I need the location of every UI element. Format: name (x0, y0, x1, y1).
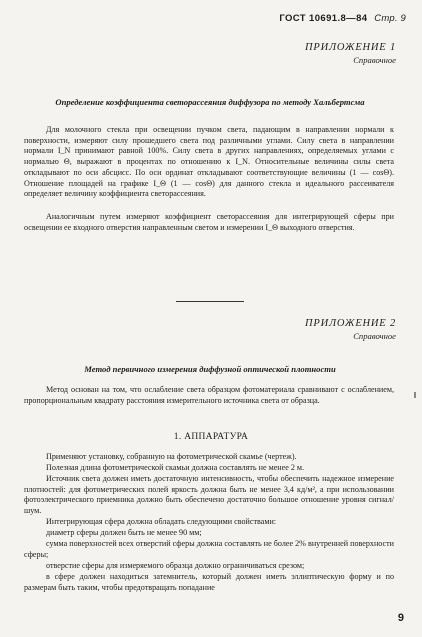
section-2-paragraph-8: в сфере должен находиться затемнитель, который должен иметь эллиптическую форму и по размерам быть таким, чтобы предотвращать попадание (24, 572, 394, 592)
section-2-paragraph-6: сумма поверхностей всех отверстий сферы должна составлять не более 2% внутренней поверхности сферы; (24, 539, 394, 559)
section-2-paragraph-2: Полезная длина фотометрической скамьи должна составлять не менее 2 м. (46, 463, 305, 472)
section-2-paragraph-5: диаметр сферы должен быть не менее 90 мм; (46, 528, 202, 537)
page-number: 9 (397, 612, 404, 624)
section-2-paragraph-4: Интегрирующая сфера должна обладать следующими свойствами: (46, 517, 277, 526)
section-2-title: Метод первичного измерения диффузной оптической плотности (84, 364, 336, 374)
section-1-title: Определение коэффициента светорассеяния диффузора по методу Хальбертсма (55, 97, 365, 107)
page-header (279, 13, 406, 24)
page-label: Стр. 9 (374, 13, 406, 24)
section-1-paragraph-2: Аналогичным путем измеряют коэффициент светорассеяния для интегрирующей сферы при освещении ее входного отверстия направленным светом и измерении I_Θ выходного отверстия. (24, 212, 394, 232)
appendix-2-title: ПРИЛОЖЕНИЕ 2 (305, 318, 396, 329)
section-2-heading: 1. АППАРАТУРА (173, 432, 249, 442)
section-2-intro: Метод основан на том, что ослабление света образцом фотоматериала сравнивают с ослаблением, пропорциональным квадрату расстояния измерительного источника света от образца. (24, 385, 394, 405)
section-2-paragraph-3: Источник света должен иметь достаточную интенсивность, чтобы обеспечить надежное измерение плотностей: для фотометрических полей яркость должна быть не менее 3,4 кд/м², а при использовании фотоэлектрического приемника должно быть обеспечено достаточно большое отношение уровня сигнал/шум. (24, 474, 394, 516)
appendix-1-heading (305, 42, 396, 65)
section-2-paragraph-7: отверстие сферы для измеряемого образца должно ограничиваться срезом; (46, 561, 305, 570)
divider-line (176, 301, 244, 302)
appendix-2-subtitle: Справочное (353, 331, 396, 341)
scan-edge-mark (414, 392, 416, 398)
section-2-paragraph-1: Применяют установку, собранную на фотометрической скамье (чертеж). (46, 452, 297, 461)
appendix-1-title: ПРИЛОЖЕНИЕ 1 (305, 42, 396, 53)
appendix-1-subtitle: Справочное (353, 55, 396, 65)
standard-number: ГОСТ 10691.8—84 (279, 13, 368, 24)
appendix-2-heading (305, 318, 396, 341)
section-1-paragraph-1: Для молочного стекла при освещении пучком света, падающим в направлении нормали к поверхности, измеряют силу прошедшего света под различными углами. Силу света в направлении нормали I_N принимают равной 100%. Силу света в других направлениях, определяемых углами с нормалью Θ, выражают в процентах по отношению к I_N. Относительные величины силы света откладывают по оси абсцисс. По оси ординат откладывают соответствующие величины (1 — cosΘ). Отношение площадей на графике I_Θ (1 — cosΘ) для данного стекла и идеального рассеивателя определяет величину коэффициента светорассеяния. (24, 125, 394, 199)
